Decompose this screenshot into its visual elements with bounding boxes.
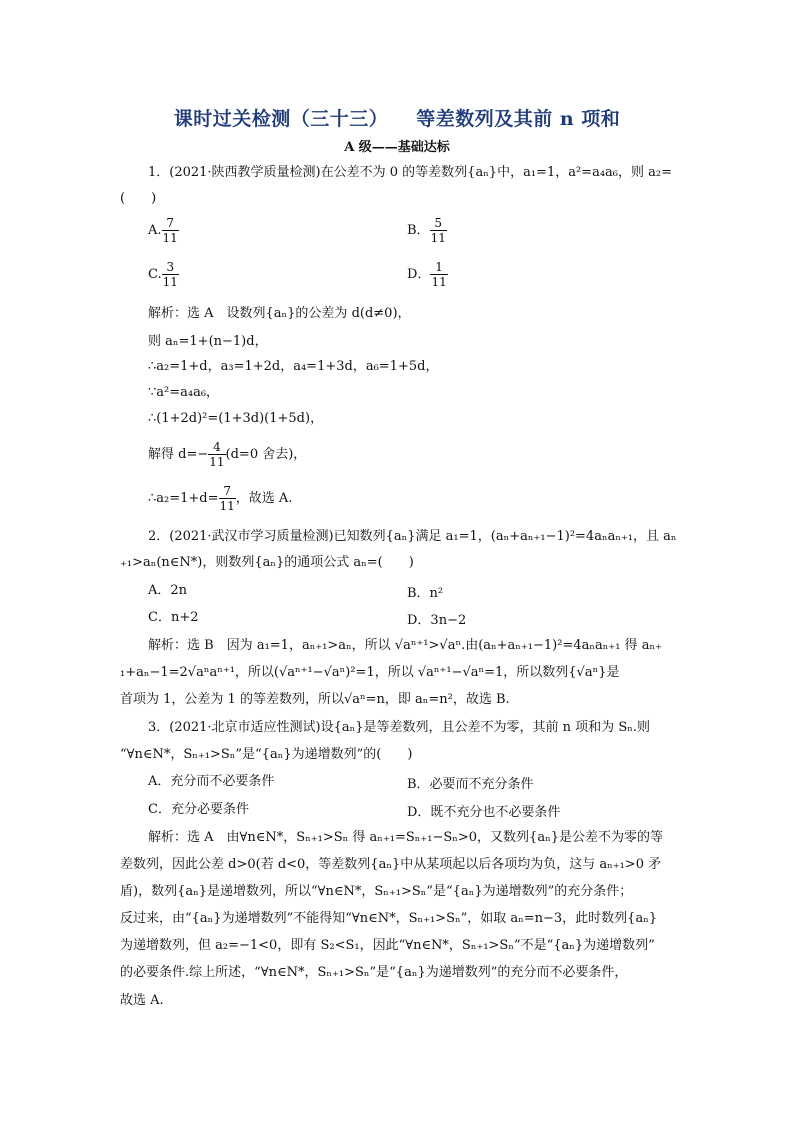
q3-solution-line5: 为递增数列，但 a₂=−1<0，即有 S₂<S₁，因此“∀n∈N*，Sₙ₊₁>Sₙ”不是“{aₙ}为递增数列”: [120, 938, 655, 953]
q3-stem-line1: 3．(2021·北京市适应性测试)设{aₙ}是等差数列，且公差不为零，其前 n 项和为 Sₙ.则: [148, 720, 650, 735]
q3-solution-line7: 故选 A.: [120, 993, 164, 1008]
q2-solution-line2: ₁+aₙ−1=2√aⁿaⁿ⁺¹，所以(√aⁿ⁺¹−√aⁿ)²=1，所以 √aⁿ⁺¹−√aⁿ=1，所以数列{√aⁿ}是: [120, 665, 620, 680]
q3-solution-line4: 反过来，由“{aₙ}为递增数列”不能得知“∀n∈N*，Sₙ₊₁>Sₙ”，如取 aₙ=n−3，此时数列{aₙ}: [120, 911, 658, 926]
q2-solution-line3: 首项为 1，公差为 1 的等差数列，所以√aⁿ=n，即 aₙ=n²，故选 B.: [120, 692, 510, 707]
q2-stem-line1: 2．(2021·武汉市学习质量检测)已知数列{aₙ}满足 a₁=1，(aₙ+aₙ₊₁−1)²=4aₙaₙ₊₁，且 aₙ: [148, 529, 677, 544]
q3-solution-line2: 差数列，因此公差 d>0(若 d<0，等差数列{aₙ}中从某项起以后各项均为负，这与 aₙ₊₁>0 矛: [120, 857, 662, 872]
q1-solution-line7: ∴a₂=1+d= $\frac{7}{11}$ ，故选 A.: [148, 484, 293, 513]
q2-stem-line2: ₊₁>aₙ(n∈N*)，则数列{aₙ}的通项公式 aₙ=( ): [120, 555, 414, 570]
page-title: [0, 104, 794, 131]
q1-option-a-fraction: $\frac{7}{11}$: [162, 216, 178, 245]
q2-option-b: B．n²: [407, 586, 444, 601]
q1-solution-line4: ∵a²=a₄a₆，: [148, 385, 220, 400]
q1-option-b: B． $\frac{5}{11}$: [407, 216, 446, 245]
q1-solution-line3: ∴a₂=1+d，a₃=1+2d，a₄=1+3d，a₆=1+5d，: [148, 359, 439, 374]
q1-option-c-fraction: $\frac{3}{11}$: [162, 260, 178, 289]
q1-solution-fraction-d: $\frac{4}{11}$: [209, 440, 225, 469]
q3-option-c: C．充分必要条件: [148, 802, 249, 817]
q1-option-b-fraction: $\frac{5}{11}$: [430, 216, 446, 245]
level-heading: A 级——基础达标: [344, 140, 450, 155]
q3-solution-line1: 解析：选 A 由∀n∈N*，Sₙ₊₁>Sₙ 得 aₙ₊₁=Sₙ₊₁−Sₙ>0，又数列{aₙ}是公差不为零的等: [148, 830, 663, 845]
q1-solution-fraction-a2: $\frac{7}{11}$: [219, 484, 235, 513]
q2-option-c: C．n+2: [148, 610, 199, 625]
q1-stem-line1: 1．(2021·陕西教学质量检测)在公差不为 0 的等差数列{aₙ}中，a₁=1，a²=a₄a₆，则 a₂=: [148, 165, 672, 180]
q1-solution-line5: ∴(1+2d)²=(1+3d)(1+5d)，: [148, 411, 324, 426]
q1-solution-line1: 解析：选 A 设数列{aₙ}的公差为 d(d≠0)，: [148, 306, 411, 321]
title-part2: 等差数列及其前 n 项和: [416, 108, 621, 130]
q2-solution-line1: 解析：选 B 因为 a₁=1，aₙ₊₁>aₙ，所以 √aⁿ⁺¹>√aⁿ.由(aₙ+aₙ₊₁−1)²=4aₙaₙ₊₁ 得 aₙ₊: [148, 638, 662, 653]
q3-solution-line3: 盾)，数列{aₙ}是递增数列，所以“∀n∈N*，Sₙ₊₁>Sₙ”是“{aₙ}为递增数列”的充分条件；: [120, 884, 633, 899]
q2-option-a: A．2n: [148, 583, 188, 598]
q2-option-d: D．3n−2: [407, 613, 467, 628]
q3-stem-line2: “∀n∈N*，Sₙ₊₁>Sₙ”是“{aₙ}为递增数列”的( ): [120, 747, 413, 762]
q1-solution-line6: 解得 d=− $\frac{4}{11}$ (d=0 舍去)，: [148, 440, 307, 469]
q3-solution-line6: 的必要条件.综上所述，“∀n∈N*，Sₙ₊₁>Sₙ”是“{aₙ}为递增数列”的充分而不必要条件，: [120, 965, 628, 980]
q1-stem-line2: ( ): [120, 191, 157, 206]
q1-option-d: D． $\frac{1}{11}$: [407, 260, 447, 289]
q3-option-b: B．必要而不充分条件: [407, 777, 534, 792]
title-part1: 课时过关检测（三十三）: [173, 108, 389, 130]
q1-option-c: C. $\frac{3}{11}$: [148, 260, 178, 289]
q1-solution-line2: 则 aₙ=1+(n−1)d，: [148, 334, 268, 349]
q1-option-a: A. $\frac{7}{11}$: [148, 216, 178, 245]
q3-option-a: A．充分而不必要条件: [148, 774, 275, 789]
q3-option-d: D．既不充分也不必要条件: [407, 805, 561, 820]
q1-option-d-fraction: $\frac{1}{11}$: [431, 260, 447, 289]
